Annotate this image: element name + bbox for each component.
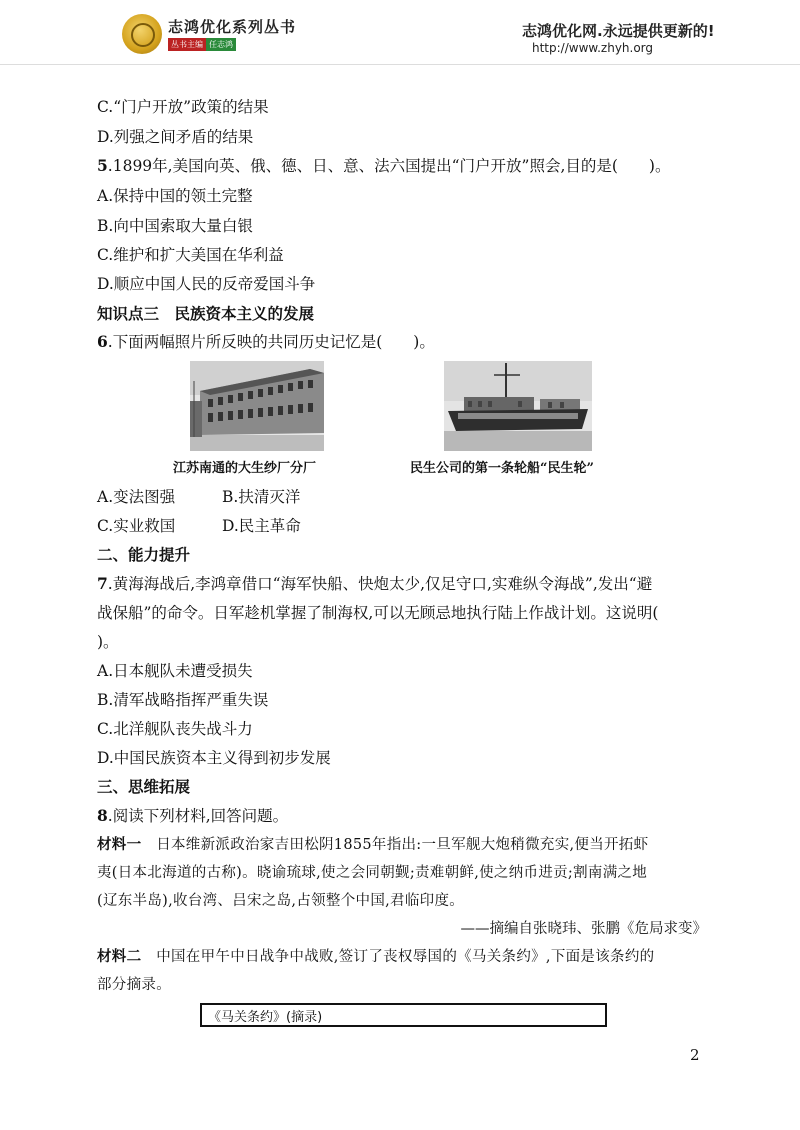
q7-option-c: C.北洋舰队丧失战斗力 bbox=[97, 720, 253, 738]
page-header bbox=[0, 0, 800, 70]
question-5: 5.1899年,美国向英、俄、德、日、意、法六国提出“门户开放”照会,目的是( )。 bbox=[97, 156, 671, 175]
q5-option-d: D.顺应中国人民的反帝爱国斗争 bbox=[97, 275, 316, 293]
question-6: 6.下面两幅照片所反映的共同历史记忆是( )。 bbox=[97, 332, 435, 351]
treaty-table-header bbox=[200, 1003, 607, 1027]
question-7-line-1: 7.黄海海战后,李鸿章借口“海军快船、快炮太少,仅足守口,实难纵令海战”,发出“避 bbox=[97, 574, 653, 593]
editor-tag-label: 丛书主编 bbox=[168, 38, 206, 51]
question-8: 8.阅读下列材料,回答问题。 bbox=[97, 806, 289, 825]
header-url: http://www.zhyh.org bbox=[532, 41, 654, 55]
treaty-table-title: 《马关条约》(摘录) bbox=[208, 1010, 323, 1025]
q7-option-d: D.中国民族资本主义得到初步发展 bbox=[97, 749, 331, 767]
section-knowledge-3: 知识点三 民族资本主义的发展 bbox=[97, 305, 315, 323]
q5-option-a: A.保持中国的领土完整 bbox=[97, 187, 253, 205]
material-1-source: ——摘编自张晓玮、张鹏《危局求变》 bbox=[460, 921, 707, 937]
header-divider bbox=[0, 64, 800, 65]
section-ability: 二、能力提升 bbox=[97, 546, 191, 564]
q4-option-c: C.“门户开放”政策的结果 bbox=[97, 98, 269, 116]
q6-option-b: B.扶清灭洋 bbox=[222, 488, 301, 506]
question-7-line-3: )。 bbox=[97, 633, 119, 651]
question-7-line-2: 战保船”的命令。日军趁机掌握了制海权,可以无顾忌地执行陆上作战计划。这说明( bbox=[97, 604, 659, 622]
q4-option-d: D.列强之间矛盾的结果 bbox=[97, 128, 254, 146]
seal-logo-icon bbox=[122, 14, 162, 54]
material-1-line-2: 夷(日本北海道的古称)。晓谕琉球,使之会同朝觐;责难朝鲜,使之纳币进贡;割南满之地 bbox=[97, 865, 648, 881]
factory-photo bbox=[190, 361, 324, 451]
q6-option-d: D.民主革命 bbox=[222, 517, 301, 535]
editor-tag bbox=[168, 38, 236, 51]
series-title: 志鸿优化系列丛书 bbox=[168, 18, 297, 36]
factory-photo-caption: 江苏南通的大生纱厂分厂 bbox=[173, 461, 317, 476]
page-number: 2 bbox=[690, 1046, 700, 1064]
q7-option-b: B.清军战略指挥严重失误 bbox=[97, 691, 269, 709]
steamship-photo bbox=[444, 361, 592, 451]
q5-option-b: B.向中国索取大量白银 bbox=[97, 217, 253, 235]
material-2-line-1: 材料二 中国在甲午中日战争中战败,签订了丧权辱国的《马关条约》,下面是该条约的 bbox=[97, 949, 655, 965]
steamship-photo-caption: 民生公司的第一条轮船“民生轮” bbox=[410, 461, 594, 476]
header-slogan: 志鸿优化网.永远提供更新的! bbox=[522, 22, 715, 40]
editor-tag-name: 任志鸿 bbox=[206, 38, 236, 51]
material-1-line-3: (辽东半岛),收台湾、吕宋之岛,占领整个中国,君临印度。 bbox=[97, 893, 465, 909]
q5-option-c: C.维护和扩大美国在华利益 bbox=[97, 246, 284, 264]
material-1-line-1: 材料一 日本维新派政治家吉田松阴1855年指出:一旦军舰大炮稍微充实,便当开拓虾 bbox=[97, 837, 649, 853]
q6-option-c: C.实业救国 bbox=[97, 517, 176, 535]
section-thinking: 三、思维拓展 bbox=[97, 778, 191, 796]
material-2-line-2: 部分摘录。 bbox=[97, 977, 171, 993]
q6-option-a: A.变法图强 bbox=[97, 488, 176, 506]
q7-option-a: A.日本舰队未遭受损失 bbox=[97, 662, 253, 680]
